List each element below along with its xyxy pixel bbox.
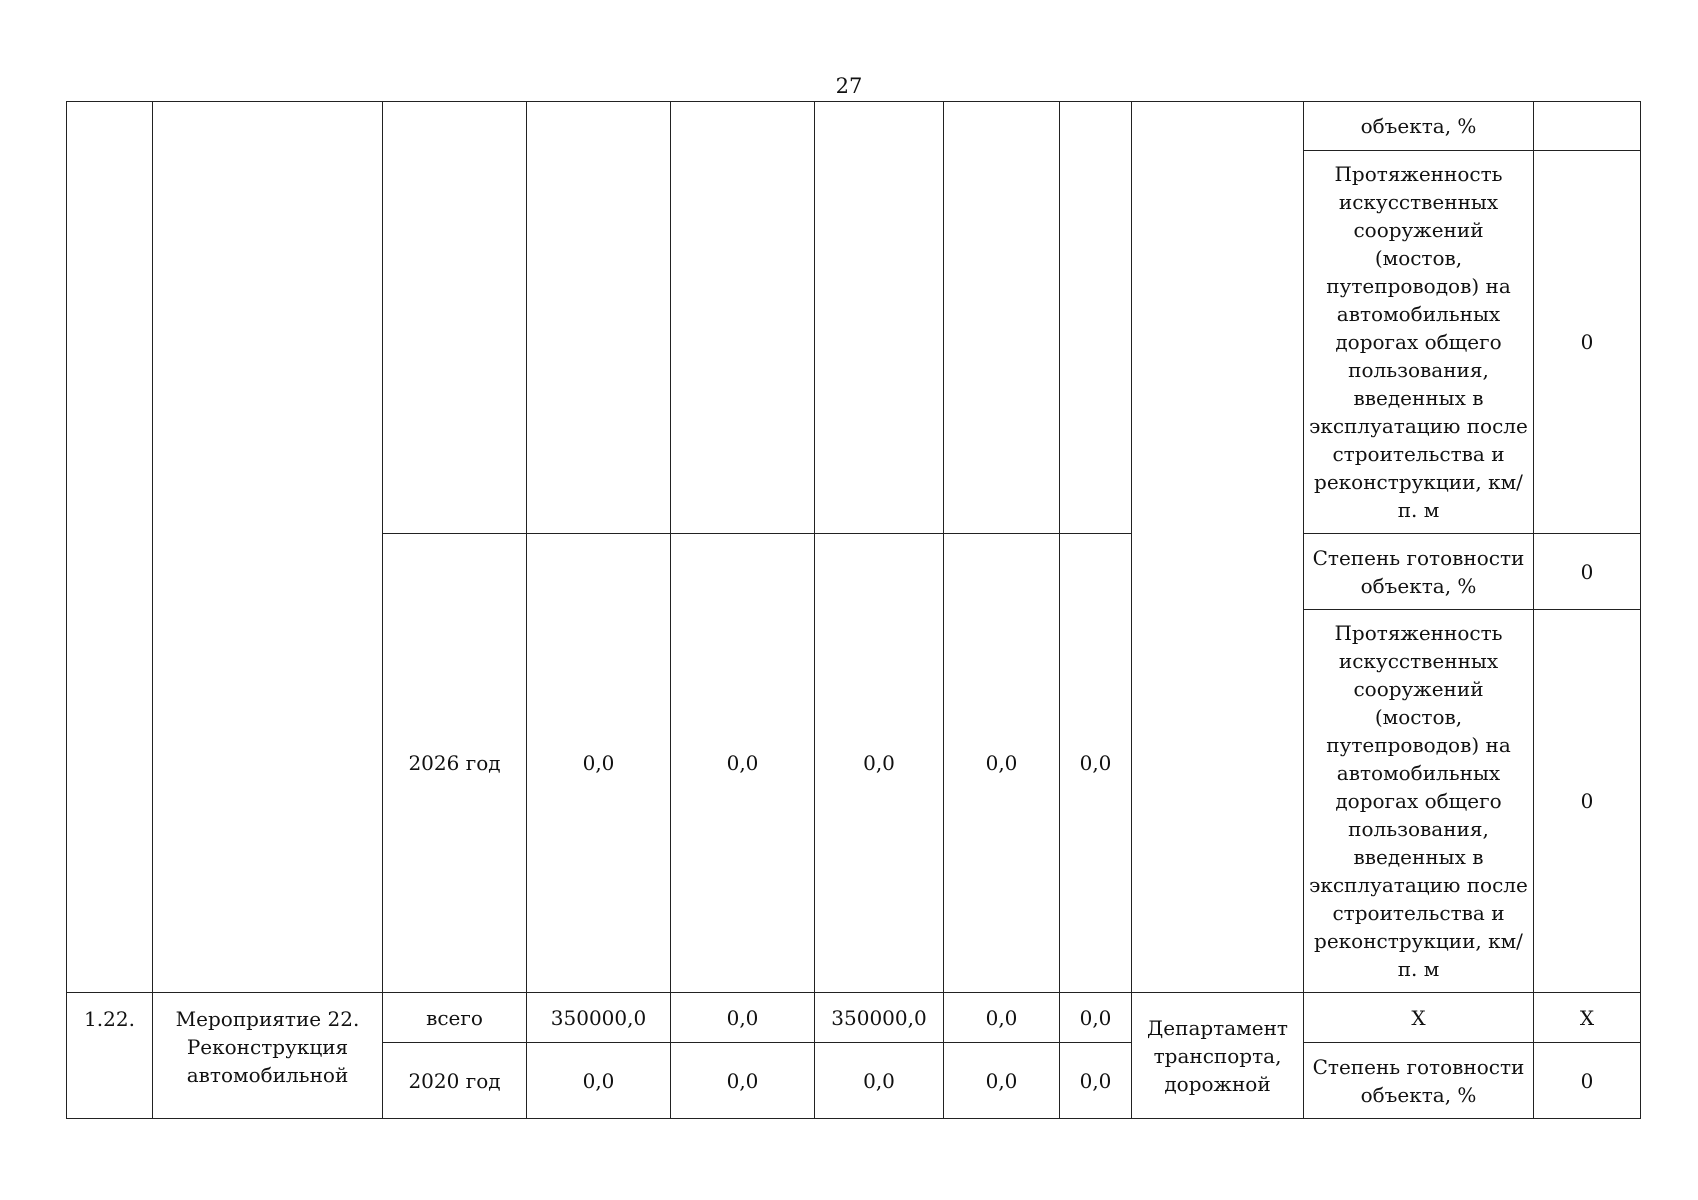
table-row xyxy=(67,993,1641,1043)
indicator-name-cell: Протяженность искусственных сооружений (мостов, путепроводов) на автомобильных дорогах общего пользования, введенных в эксплуатацию после строительства и реконструкции, км/п. м xyxy=(1304,610,1534,993)
amount-cell: 0,0 xyxy=(671,1043,815,1119)
amount-cell-continued xyxy=(1060,102,1132,534)
indicator-name-cell: Степень готовности объекта, % xyxy=(1304,1043,1534,1119)
number-cell-continued xyxy=(67,102,153,993)
indicator-value-cell xyxy=(1534,102,1641,151)
period-cell: всего xyxy=(383,993,527,1043)
program-measures-table xyxy=(66,101,1641,1119)
executor-cell-continued xyxy=(1132,102,1304,993)
amount-cell: 350000,0 xyxy=(815,993,944,1043)
period-cell: 2020 год xyxy=(383,1043,527,1119)
period-cell: 2026 год xyxy=(383,534,527,993)
measure-name-cell-continued xyxy=(153,102,383,993)
amount-cell: 0,0 xyxy=(671,993,815,1043)
indicator-value-cell: 0 xyxy=(1534,534,1641,610)
amount-cell: 0,0 xyxy=(671,534,815,993)
measure-name-cell: Мероприятие 22. Реконструкция автомобильной xyxy=(153,993,383,1119)
amount-cell: 0,0 xyxy=(1060,534,1132,993)
indicator-name-cell: Х xyxy=(1304,993,1534,1043)
indicator-value-cell: 0 xyxy=(1534,1043,1641,1119)
amount-cell: 0,0 xyxy=(944,1043,1060,1119)
amount-cell: 0,0 xyxy=(527,1043,671,1119)
amount-cell: 0,0 xyxy=(944,534,1060,993)
amount-cell: 0,0 xyxy=(527,534,671,993)
indicator-name-cell: Степень готовности объекта, % xyxy=(1304,534,1534,610)
amount-cell: 0,0 xyxy=(944,993,1060,1043)
indicator-name-cell: Протяженность искусственных сооружений (мостов, путепроводов) на автомобильных дорогах общего пользования, введенных в эксплуатацию после строительства и реконструкции, км/п. м xyxy=(1304,151,1534,534)
amount-cell-continued xyxy=(527,102,671,534)
indicator-value-cell: Х xyxy=(1534,993,1641,1043)
indicator-name-cell: объекта, % xyxy=(1304,102,1534,151)
amount-cell-continued xyxy=(944,102,1060,534)
amount-cell: 0,0 xyxy=(1060,993,1132,1043)
amount-cell-continued xyxy=(815,102,944,534)
amount-cell: 0,0 xyxy=(815,534,944,993)
page-number: 27 xyxy=(835,74,863,98)
measure-number-cell: 1.22. xyxy=(67,993,153,1119)
amount-cell: 350000,0 xyxy=(527,993,671,1043)
indicator-value-cell: 0 xyxy=(1534,151,1641,534)
amount-cell-continued xyxy=(671,102,815,534)
amount-cell: 0,0 xyxy=(1060,1043,1132,1119)
indicator-value-cell: 0 xyxy=(1534,610,1641,993)
table-row xyxy=(67,102,1641,151)
executor-cell: Департамент транспорта, дорожной xyxy=(1132,993,1304,1119)
period-cell-continued xyxy=(383,102,527,534)
amount-cell: 0,0 xyxy=(815,1043,944,1119)
